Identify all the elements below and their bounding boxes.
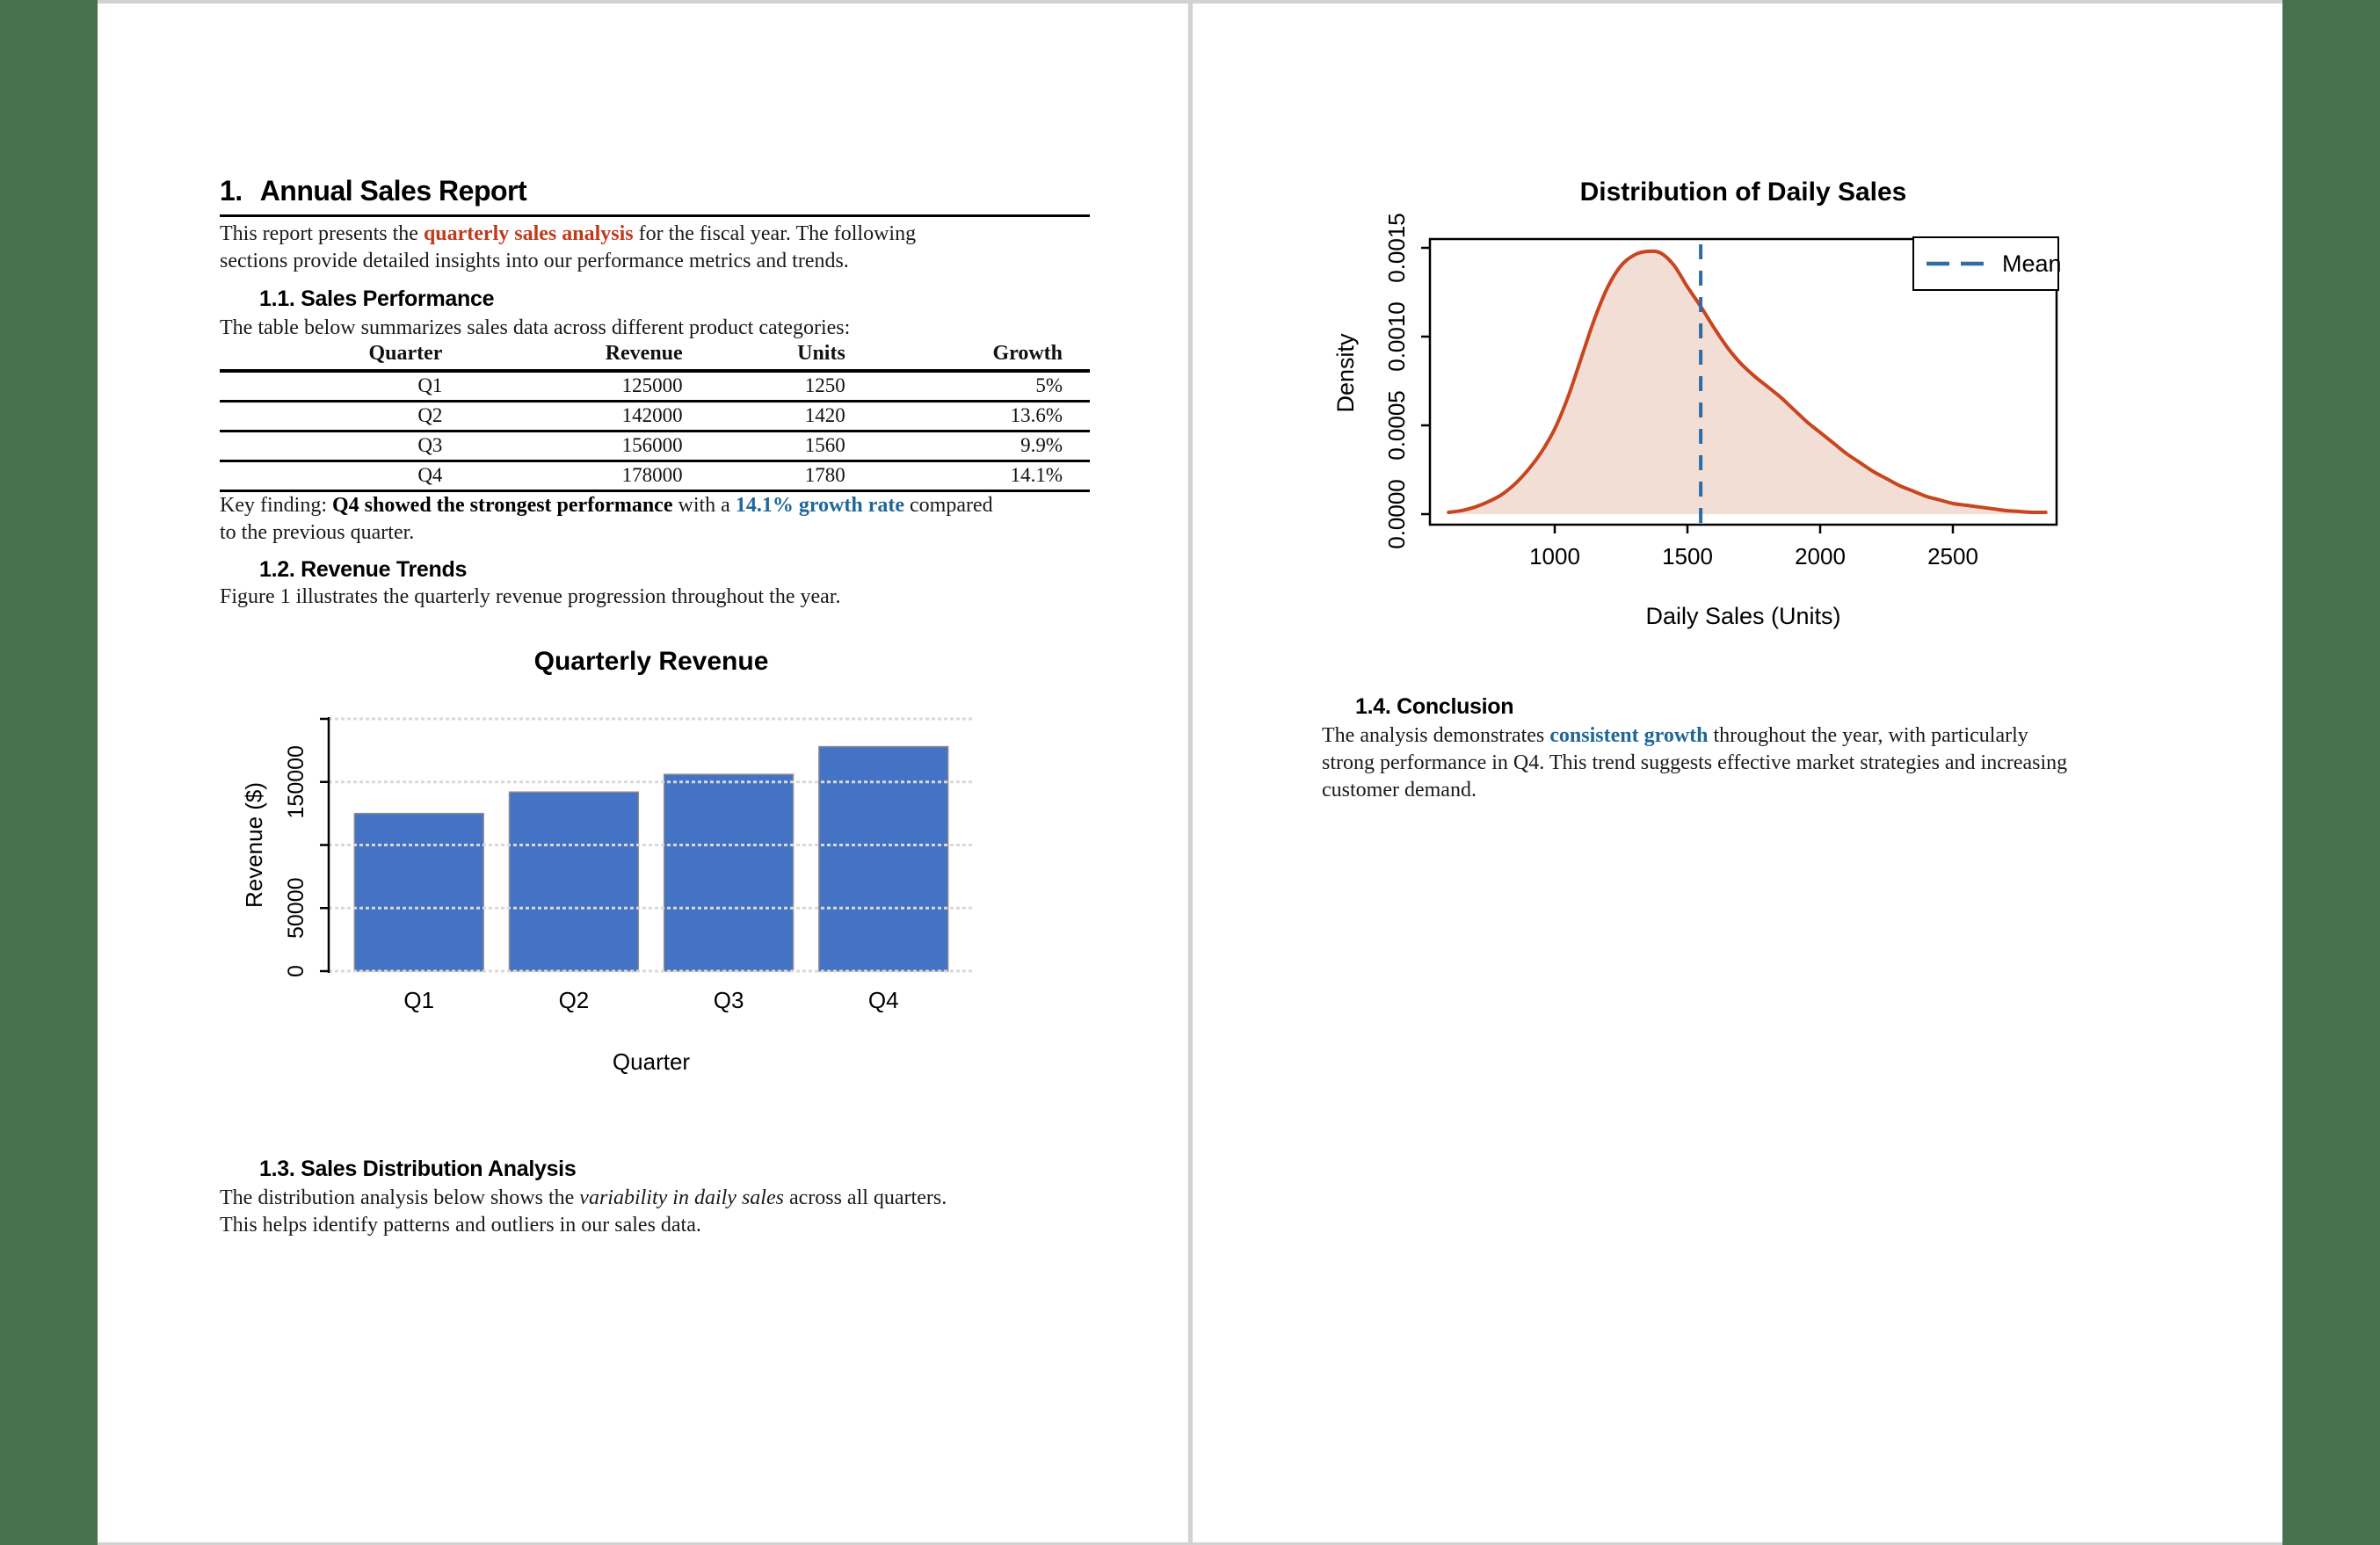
intro-paragraph bbox=[220, 221, 1099, 275]
text-run: 14.1% growth rate bbox=[735, 494, 905, 517]
heading-sales-performance: 1.1. Sales Performance bbox=[259, 287, 495, 311]
document-page-1 bbox=[98, 4, 1188, 1542]
table-cell: 14.1% bbox=[845, 461, 1090, 491]
chart-text: Q1 bbox=[403, 987, 435, 1013]
heading-text: Annual Sales Report bbox=[259, 175, 527, 207]
text-run: quarterly sales analysis bbox=[423, 222, 634, 245]
text-run: The distribution analysis below shows the bbox=[220, 1186, 580, 1209]
conclusion-paragraph bbox=[1322, 722, 2297, 804]
table-header-cell: Revenue bbox=[442, 341, 682, 371]
chart-text: 0 bbox=[284, 965, 308, 977]
table-cell: 1420 bbox=[683, 402, 845, 432]
chart-text: Revenue ($) bbox=[241, 781, 267, 909]
text-run: Key finding: bbox=[220, 494, 332, 517]
table-header-cell: Growth bbox=[845, 341, 1090, 371]
chart-text: Q3 bbox=[713, 987, 744, 1013]
chart-text: Quarterly Revenue bbox=[533, 647, 769, 676]
text-run: variability in daily sales bbox=[579, 1186, 784, 1209]
document-viewer-surface[interactable] bbox=[98, 0, 2282, 1545]
text-run: throughout the year, with particularly bbox=[1708, 724, 2028, 747]
chart-text: 150000 bbox=[284, 745, 308, 819]
chart-text: 2500 bbox=[1927, 543, 1978, 569]
text-run: strong performance in Q4. This trend suggests effective market strategies and increasing bbox=[1322, 751, 2068, 774]
heading-revenue-trends: 1.2. Revenue Trends bbox=[259, 557, 468, 582]
text-run: sections provide detailed insights into our performance metrics and trends. bbox=[220, 250, 849, 272]
heading-sales-distribution-analysis: 1.3. Sales Distribution Analysis bbox=[259, 1157, 577, 1181]
table-cell: 9.9% bbox=[845, 432, 1090, 461]
text-run: with a bbox=[672, 494, 736, 517]
table-cell: Q1 bbox=[220, 371, 442, 402]
quarterly-revenue-bar-chart bbox=[220, 624, 1090, 1116]
table-cell: Q3 bbox=[220, 432, 442, 461]
bar-q3 bbox=[664, 774, 794, 971]
table-header-cell: Units bbox=[683, 341, 845, 371]
table-cell: 156000 bbox=[442, 432, 682, 461]
chart-text: Quarter bbox=[612, 1048, 691, 1075]
text-run: for the fiscal year. The following bbox=[633, 222, 917, 245]
daily-sales-density-chart bbox=[1301, 158, 2171, 685]
chart-text: Distribution of Daily Sales bbox=[1579, 178, 1907, 207]
heading-annual-sales-report bbox=[220, 176, 1090, 217]
table-cell: Q4 bbox=[220, 461, 442, 491]
text-run: compared bbox=[904, 494, 993, 517]
text-run: across all quarters. bbox=[783, 1186, 947, 1209]
text-run: Q4 showed the strongest performance bbox=[331, 494, 673, 517]
table-cell: 142000 bbox=[442, 402, 682, 432]
chart-text: Q4 bbox=[867, 987, 899, 1013]
bar-q2 bbox=[510, 792, 639, 971]
bar-q1 bbox=[354, 814, 483, 971]
text-run: to the previous quarter. bbox=[220, 521, 415, 544]
chart-text: 0.0005 bbox=[1383, 390, 1410, 461]
table-cell: Q2 bbox=[220, 402, 442, 432]
table-cell: 5% bbox=[845, 371, 1090, 402]
table-row bbox=[220, 461, 1090, 491]
table-cell: 1250 bbox=[683, 371, 845, 402]
figure-intro-paragraph: Figure 1 illustrates the quarterly revenue progression throughout the year. bbox=[220, 585, 841, 608]
chart-text: 1500 bbox=[1662, 543, 1713, 569]
chart-text: 0.0015 bbox=[1383, 213, 1410, 283]
text-run: The analysis demonstrates bbox=[1322, 724, 1550, 747]
table-cell: 178000 bbox=[442, 461, 682, 491]
table-row bbox=[220, 371, 1090, 402]
heading-number: 1. bbox=[220, 175, 243, 207]
document-page-2 bbox=[1193, 4, 2282, 1542]
text-run: customer demand. bbox=[1322, 779, 1477, 802]
heading-conclusion: 1.4. Conclusion bbox=[1355, 694, 1514, 719]
chart-text: 1000 bbox=[1529, 543, 1580, 569]
sales-table-header bbox=[220, 341, 1090, 371]
table-intro-paragraph: The table below summarizes sales data across different product categories: bbox=[220, 316, 851, 339]
chart-text: Mean bbox=[2002, 250, 2062, 277]
text-run: consistent growth bbox=[1549, 724, 1709, 747]
chart-text: Q2 bbox=[558, 987, 590, 1013]
table-cell: 1780 bbox=[683, 461, 845, 491]
chart-text: 0.0000 bbox=[1383, 479, 1410, 549]
text-run: This report presents the bbox=[220, 222, 424, 245]
table-header-cell: Quarter bbox=[220, 341, 442, 371]
key-finding-paragraph bbox=[220, 492, 1099, 547]
chart-text: 50000 bbox=[284, 877, 308, 939]
table-cell: 125000 bbox=[442, 371, 682, 402]
table-cell: 13.6% bbox=[845, 402, 1090, 432]
table-row bbox=[220, 402, 1090, 432]
chart-text: Density bbox=[1332, 333, 1359, 413]
sales-table bbox=[220, 341, 1090, 492]
chart-text: Daily Sales (Units) bbox=[1645, 603, 1841, 629]
table-row bbox=[220, 432, 1090, 461]
chart-text: 0.0010 bbox=[1383, 301, 1410, 372]
distribution-intro-paragraph bbox=[220, 1185, 1099, 1239]
chart-text: 2000 bbox=[1795, 543, 1846, 569]
text-run: This helps identify patterns and outliers in our sales data. bbox=[220, 1214, 701, 1237]
bar-q4 bbox=[819, 747, 948, 971]
table-cell: 1560 bbox=[683, 432, 845, 461]
